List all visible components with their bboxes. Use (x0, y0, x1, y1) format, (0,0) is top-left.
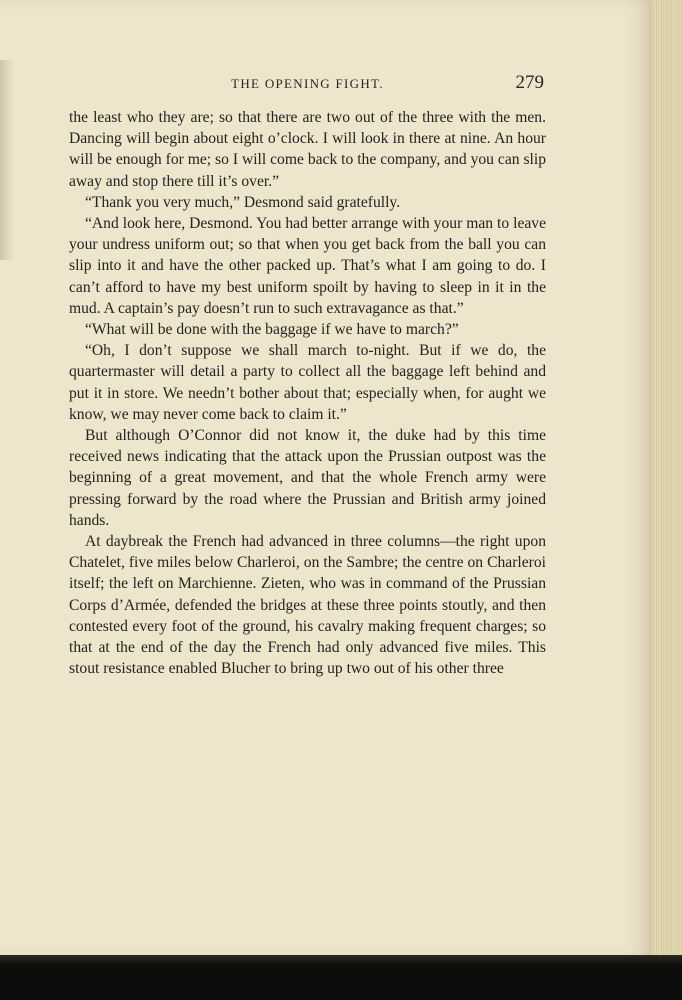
page-header (69, 74, 546, 98)
page-bottom-shadow (0, 955, 682, 1000)
paragraph: “Oh, I don’t suppose we shall march to-night. But if we do, the quartermaster will detail a party to collect all the baggage left behind and put it in store. We needn’t bother about that; especially when, for aught we know, we may never come back to claim it.” (69, 342, 546, 423)
paragraph: “Thank you very much,” Desmond said gratefully. (85, 193, 401, 211)
paragraph-continued: the least who they are; so that there are two out of the three with the men. Dancing will begin about eight o’clock. I will look in there at nine. An hour will be enough for me; so I will come back to the company, and you can slip away and stop there till it’s over.” (69, 109, 546, 190)
page-fore-edge (652, 0, 682, 962)
paragraph: “What will be done with the baggage if we have to march?” (85, 321, 459, 339)
paragraph: “And look here, Desmond. You had better arrange with your man to leave your undress uniform out; so that when you get back from the ball you can slip into it and have the other packed up. That’s what I am going to do. I can’t afford to have my best uniform spoilt by having to sleep in it in the mud. A captain’s pay doesn’t run to such extravagance as that.” (69, 215, 546, 317)
paragraph: At daybreak the French had advanced in three columns—the right upon Chatelet, five miles below Charleroi, on the Sambre; the centre on Charleroi itself; the left on Marchienne. Zieten, who was in command of the Prussian Corps d’Armée, defended the bridges at these three points stoutly, and then contested every foot of the ground, his cavalry making frequent charges; so that at the end of the day the French had only advanced five miles. This stout resistance enabled Blucher to bring up two out of his other three (69, 533, 546, 678)
binding-shadow (0, 60, 14, 260)
page-number: 279 (515, 72, 544, 93)
body-text (69, 107, 546, 679)
paragraph: But although O’Connor did not know it, the duke had by this time received news indicating that the attack upon the Prussian outpost was the beginning of a great movement, and that the whole French army were pressing forward by the road where the Prussian and British army joined hands. (69, 427, 546, 529)
running-head: THE OPENING FIGHT. (231, 76, 384, 91)
